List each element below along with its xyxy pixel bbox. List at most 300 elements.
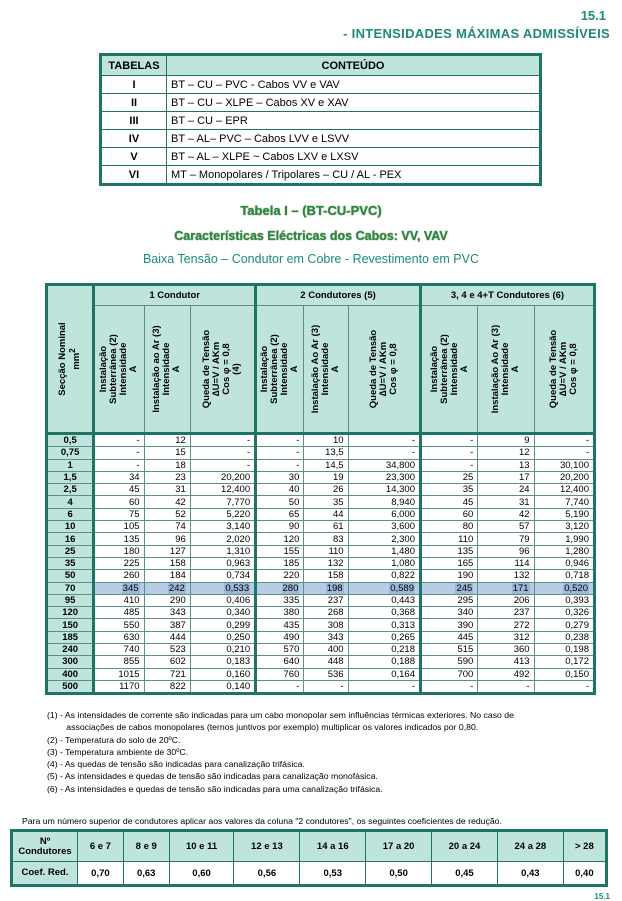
- value-cell: 31: [478, 496, 534, 508]
- value-cell: 435: [256, 619, 304, 631]
- value-cell: 485: [94, 607, 144, 619]
- value-cell: 132: [304, 557, 348, 569]
- value-cell: 1,990: [534, 533, 594, 545]
- value-cell: 5,190: [534, 508, 594, 520]
- value-cell: 1,310: [190, 545, 255, 557]
- value-cell: 96: [478, 545, 534, 557]
- value-cell: 410: [94, 594, 144, 606]
- section-nominal-header: Secção Nominal $mm^2$: [47, 285, 94, 434]
- coefficient-cell: 0,40: [563, 862, 606, 886]
- value-cell: 360: [478, 644, 534, 656]
- coefficient-cell: 0,53: [300, 862, 366, 886]
- section-cell: 120: [47, 607, 94, 619]
- value-cell: 60: [420, 508, 477, 520]
- value-cell: -: [190, 434, 255, 447]
- value-cell: 855: [94, 656, 144, 668]
- value-cell: 295: [420, 594, 477, 606]
- value-cell: 0,279: [534, 619, 594, 631]
- value-cell: 0,188: [348, 656, 420, 668]
- value-cell: 492: [478, 668, 534, 680]
- value-cell: 550: [94, 619, 144, 631]
- index-content: BT – CU – XLPE – Cabos XV e XAV: [167, 94, 541, 112]
- section-cell: 50: [47, 570, 94, 582]
- index-row: [101, 130, 541, 148]
- value-cell: 721: [144, 668, 190, 680]
- conductor-count-cell: > 28: [563, 831, 606, 862]
- value-cell: 312: [478, 631, 534, 643]
- value-cell: 0,250: [190, 631, 255, 643]
- value-cell: 12,400: [534, 484, 594, 496]
- value-cell: 268: [304, 607, 348, 619]
- value-cell: -: [190, 447, 255, 459]
- value-cell: 0,183: [190, 656, 255, 668]
- section-cell: 16: [47, 533, 94, 545]
- column-header-c1: Instalação Subterrânea (2) Intensidade A: [94, 306, 144, 434]
- note-line: (3) - Temperatura ambiente de 30ºC.: [47, 746, 189, 757]
- conductors-label: Nº Condutores: [12, 831, 78, 862]
- value-cell: -: [348, 434, 420, 447]
- value-cell: 79: [478, 533, 534, 545]
- index-content: MT – Monopolares / Tripolares – CU / AL - PEX: [167, 166, 541, 185]
- page-title: - INTENSIDADES MÁXIMAS ADMISSÍVEIS: [343, 26, 610, 41]
- value-cell: 74: [144, 521, 190, 533]
- group-1-conductor: 1 Condutor: [94, 285, 256, 306]
- conductor-count-cell: 6 e 7: [78, 831, 124, 862]
- value-cell: 536: [304, 668, 348, 680]
- value-cell: 290: [144, 594, 190, 606]
- table-row: [47, 459, 595, 471]
- value-cell: 2,020: [190, 533, 255, 545]
- table-row: [47, 484, 595, 496]
- table-row: [47, 496, 595, 508]
- table-row: [47, 471, 595, 483]
- column-header-c2: Instalação ao Ar (3) Intensidade A: [144, 306, 190, 434]
- value-cell: -: [94, 434, 144, 447]
- value-cell: 515: [420, 644, 477, 656]
- value-cell: 523: [144, 644, 190, 656]
- index-row: [101, 94, 541, 112]
- value-cell: 0,340: [190, 607, 255, 619]
- value-cell: -: [534, 447, 594, 459]
- value-cell: 61: [304, 521, 348, 533]
- value-cell: 18: [144, 459, 190, 471]
- value-cell: 90: [256, 521, 304, 533]
- value-cell: 83: [304, 533, 348, 545]
- value-cell: 6,000: [348, 508, 420, 520]
- coefficient-cell: 0,60: [169, 862, 234, 886]
- value-cell: 23: [144, 471, 190, 483]
- value-cell: 8,940: [348, 496, 420, 508]
- value-cell: 45: [420, 496, 477, 508]
- value-cell: 15: [144, 447, 190, 459]
- value-cell: 35: [304, 496, 348, 508]
- value-cell: 185: [256, 557, 304, 569]
- section-cell: 4: [47, 496, 94, 508]
- section-cell: 400: [47, 668, 94, 680]
- value-cell: 0,160: [190, 668, 255, 680]
- value-cell: 0,393: [534, 594, 594, 606]
- value-cell: -: [420, 434, 477, 447]
- value-cell: 245: [420, 582, 477, 594]
- conductor-count-cell: 8 e 9: [123, 831, 169, 862]
- table-row: [47, 557, 595, 569]
- value-cell: 80: [420, 521, 477, 533]
- value-cell: -: [94, 447, 144, 459]
- conductor-count-cell: 17 a 20: [366, 831, 432, 862]
- value-cell: 0,718: [534, 570, 594, 582]
- value-cell: -: [534, 680, 594, 693]
- index-header-content: CONTEÚDO: [167, 55, 541, 76]
- table-row: [47, 582, 595, 594]
- value-cell: 60: [94, 496, 144, 508]
- value-cell: 0,368: [348, 607, 420, 619]
- column-header-c3: Queda de Tensão ∆U=V / AKm Cos φ = 0,8 (4): [190, 306, 255, 434]
- value-cell: 34: [94, 471, 144, 483]
- index-content: BT – AL– PVC – Cabos LVV e LSVV: [167, 130, 541, 148]
- value-cell: -: [348, 680, 420, 693]
- table-row: [47, 521, 595, 533]
- index-row: [101, 148, 541, 166]
- coefficient-cell: 0,63: [123, 862, 169, 886]
- value-cell: 34,800: [348, 459, 420, 471]
- value-cell: 740: [94, 644, 144, 656]
- value-cell: 17: [478, 471, 534, 483]
- value-cell: 30: [256, 471, 304, 483]
- column-header-c4: Instalação Subterrânea (2) Intensidade A: [256, 306, 304, 434]
- value-cell: 760: [256, 668, 304, 680]
- conductor-count-cell: 24 a 28: [497, 831, 563, 862]
- section-cell: 2,5: [47, 484, 94, 496]
- value-cell: 3,600: [348, 521, 420, 533]
- table-row: [47, 570, 595, 582]
- value-cell: 345: [94, 582, 144, 594]
- value-cell: 0,172: [534, 656, 594, 668]
- value-cell: -: [420, 447, 477, 459]
- value-cell: 24: [478, 484, 534, 496]
- table-row: [47, 447, 595, 459]
- column-header-c7: Instalação Subterrânea (2) Intensidade A: [420, 306, 477, 434]
- value-cell: 220: [256, 570, 304, 582]
- value-cell: 0,150: [534, 668, 594, 680]
- index-code: VI: [101, 166, 167, 185]
- column-header-c6: Queda de Tensão ∆U=V / AKm Cos φ = 0,8: [348, 306, 420, 434]
- value-cell: -: [534, 434, 594, 447]
- value-cell: 340: [420, 607, 477, 619]
- value-cell: 110: [420, 533, 477, 545]
- coefficient-cell: 0,45: [432, 862, 498, 886]
- value-cell: 31: [144, 484, 190, 496]
- section-cell: 35: [47, 557, 94, 569]
- value-cell: 25: [420, 471, 477, 483]
- value-cell: 12: [144, 434, 190, 447]
- value-cell: 444: [144, 631, 190, 643]
- value-cell: 7,740: [534, 496, 594, 508]
- value-cell: 120: [256, 533, 304, 545]
- table-row: [47, 631, 595, 643]
- value-cell: 155: [256, 545, 304, 557]
- column-header-c9: Queda de Tensão ∆U=V / AKm Cos φ = 0,8: [534, 306, 594, 434]
- index-code: III: [101, 112, 167, 130]
- index-content: BT – AL – XLPE ~ Cabos LXV e LXSV: [167, 148, 541, 166]
- coefficient-cell: 0,56: [234, 862, 300, 886]
- value-cell: 7,770: [190, 496, 255, 508]
- value-cell: 1170: [94, 680, 144, 693]
- value-cell: 272: [478, 619, 534, 631]
- footer-page-mark: 15.1: [594, 892, 610, 901]
- value-cell: 0,326: [534, 607, 594, 619]
- value-cell: 335: [256, 594, 304, 606]
- value-cell: 1,080: [348, 557, 420, 569]
- value-cell: 0,218: [348, 644, 420, 656]
- value-cell: 30,100: [534, 459, 594, 471]
- value-cell: 158: [304, 570, 348, 582]
- value-cell: 180: [94, 545, 144, 557]
- value-cell: 52: [144, 508, 190, 520]
- section-cell: 185: [47, 631, 94, 643]
- value-cell: 237: [304, 594, 348, 606]
- reduction-coefficient-table: [10, 829, 608, 887]
- value-cell: 602: [144, 656, 190, 668]
- value-cell: 242: [144, 582, 190, 594]
- value-cell: -: [420, 459, 477, 471]
- value-cell: 135: [94, 533, 144, 545]
- conductor-count-cell: 20 a 24: [432, 831, 498, 862]
- value-cell: 132: [478, 570, 534, 582]
- value-cell: 40: [256, 484, 304, 496]
- value-cell: 1,480: [348, 545, 420, 557]
- group-2-conductors: 2 Condutores (5): [256, 285, 421, 306]
- value-cell: 35: [420, 484, 477, 496]
- conductor-count-cell: 10 e 11: [169, 831, 234, 862]
- table-row: [47, 434, 595, 447]
- table-row: [47, 656, 595, 668]
- table-subtitle: Características Eléctricas dos Cabos: VV, VAV: [174, 229, 448, 243]
- note-line: associações de cabos monopolares (ternos juntivos por exemplo) multiplicar os valores indicados por 0,80.: [47, 722, 479, 733]
- index-row: [101, 112, 541, 130]
- value-cell: 105: [94, 521, 144, 533]
- section-cell: 240: [47, 644, 94, 656]
- value-cell: 12,400: [190, 484, 255, 496]
- value-cell: 260: [94, 570, 144, 582]
- section-cell: 0,5: [47, 434, 94, 447]
- column-header-c5: Instalação Ao Ar (3) Intensidade A: [304, 306, 348, 434]
- index-content: BT – CU – EPR: [167, 112, 541, 130]
- value-cell: 0,443: [348, 594, 420, 606]
- value-cell: 9: [478, 434, 534, 447]
- table-row: [47, 594, 595, 606]
- value-cell: 0,313: [348, 619, 420, 631]
- value-cell: 0,406: [190, 594, 255, 606]
- value-cell: 65: [256, 508, 304, 520]
- note-line: (4) - As quedas de tensão são indicadas para canalização trifásica.: [47, 759, 305, 770]
- value-cell: 387: [144, 619, 190, 631]
- index-row: [101, 166, 541, 185]
- value-cell: 14,300: [348, 484, 420, 496]
- value-cell: 26: [304, 484, 348, 496]
- value-cell: 280: [256, 582, 304, 594]
- value-cell: 0,299: [190, 619, 255, 631]
- index-code: I: [101, 76, 167, 94]
- value-cell: 19: [304, 471, 348, 483]
- value-cell: 2,300: [348, 533, 420, 545]
- reduction-intro: Para um número superior de condutores aplicar aos valores da coluna "2 condutores", os seguintes coeficientes de redução.: [22, 816, 502, 826]
- value-cell: 114: [478, 557, 534, 569]
- section-cell: 95: [47, 594, 94, 606]
- page-number: 15.1: [580, 8, 606, 23]
- coefficient-cell: 0,43: [497, 862, 563, 886]
- table-row: [47, 545, 595, 557]
- value-cell: 75: [94, 508, 144, 520]
- value-cell: 10: [304, 434, 348, 447]
- value-cell: 0,533: [190, 582, 255, 594]
- value-cell: 13,5: [304, 447, 348, 459]
- table-title: Tabela I – (BT-CU-PVC): [240, 203, 382, 218]
- section-cell: 6: [47, 508, 94, 520]
- table-row: [47, 680, 595, 693]
- value-cell: 13: [478, 459, 534, 471]
- value-cell: 380: [256, 607, 304, 619]
- value-cell: 0,265: [348, 631, 420, 643]
- value-cell: 822: [144, 680, 190, 693]
- value-cell: 198: [304, 582, 348, 594]
- table-row: [47, 533, 595, 545]
- value-cell: 0,198: [534, 644, 594, 656]
- coefficient-cell: 0,70: [78, 862, 124, 886]
- section-cell: 10: [47, 521, 94, 533]
- value-cell: -: [256, 447, 304, 459]
- value-cell: 1015: [94, 668, 144, 680]
- value-cell: 390: [420, 619, 477, 631]
- index-row: [101, 76, 541, 94]
- value-cell: 0,963: [190, 557, 255, 569]
- value-cell: 20,200: [534, 471, 594, 483]
- section-cell: 0,75: [47, 447, 94, 459]
- value-cell: 400: [304, 644, 348, 656]
- value-cell: 110: [304, 545, 348, 557]
- value-cell: 12: [478, 447, 534, 459]
- index-code: II: [101, 94, 167, 112]
- value-cell: -: [94, 459, 144, 471]
- value-cell: 206: [478, 594, 534, 606]
- value-cell: 570: [256, 644, 304, 656]
- section-cell: 1,5: [47, 471, 94, 483]
- section-cell: 25: [47, 545, 94, 557]
- value-cell: 0,946: [534, 557, 594, 569]
- index-header-tables: TABELAS: [101, 55, 167, 76]
- value-cell: 44: [304, 508, 348, 520]
- value-cell: 0,140: [190, 680, 255, 693]
- value-cell: 3,120: [534, 521, 594, 533]
- value-cell: 590: [420, 656, 477, 668]
- note-line: (2) - Temperatura do solo de 20ºC.: [47, 734, 181, 745]
- section-cell: 150: [47, 619, 94, 631]
- value-cell: 0,520: [534, 582, 594, 594]
- value-cell: 343: [144, 607, 190, 619]
- table-row: [47, 619, 595, 631]
- value-cell: 127: [144, 545, 190, 557]
- column-header-c8: Instalação Ao Ar (3) Intensidade A: [478, 306, 534, 434]
- note-line: (1) - As intensidades de corrente são indicadas para um cabo monopolar sem influências térmicas exteriores. No caso de: [47, 710, 514, 720]
- value-cell: 96: [144, 533, 190, 545]
- value-cell: -: [256, 680, 304, 693]
- value-cell: 225: [94, 557, 144, 569]
- value-cell: 0,164: [348, 668, 420, 680]
- value-cell: 135: [420, 545, 477, 557]
- index-table: [99, 53, 542, 186]
- value-cell: -: [478, 680, 534, 693]
- value-cell: 158: [144, 557, 190, 569]
- value-cell: 0,734: [190, 570, 255, 582]
- value-cell: 5,220: [190, 508, 255, 520]
- value-cell: 0,238: [534, 631, 594, 643]
- table-row: [47, 607, 595, 619]
- value-cell: 14,5: [304, 459, 348, 471]
- value-cell: 190: [420, 570, 477, 582]
- index-code: V: [101, 148, 167, 166]
- note-line: (6) - As intensidades e quedas de tensão são indicadas para uma canalização trifásica.: [47, 783, 383, 794]
- value-cell: 0,822: [348, 570, 420, 582]
- notes: [47, 709, 587, 795]
- value-cell: 42: [144, 496, 190, 508]
- value-cell: -: [190, 459, 255, 471]
- value-cell: -: [256, 434, 304, 447]
- section-cell: 500: [47, 680, 94, 693]
- cable-characteristics-table: [45, 283, 596, 695]
- section-cell: 70: [47, 582, 94, 594]
- conductor-count-cell: 12 e 13: [234, 831, 300, 862]
- value-cell: -: [304, 680, 348, 693]
- value-cell: 640: [256, 656, 304, 668]
- value-cell: 184: [144, 570, 190, 582]
- value-cell: 0,210: [190, 644, 255, 656]
- value-cell: 490: [256, 631, 304, 643]
- value-cell: 445: [420, 631, 477, 643]
- note-line: (5) - As intensidades e quedas de tensão são indicadas para canalização monofásica.: [47, 771, 378, 782]
- index-content: BT – CU – PVC - Cabos VV e VAV: [167, 76, 541, 94]
- value-cell: -: [256, 459, 304, 471]
- value-cell: 165: [420, 557, 477, 569]
- value-cell: 630: [94, 631, 144, 643]
- table-row: [47, 508, 595, 520]
- section-cell: 300: [47, 656, 94, 668]
- value-cell: 20,200: [190, 471, 255, 483]
- group-3-4-conductors: 3, 4 e 4+T Condutores (6): [420, 285, 594, 306]
- value-cell: -: [420, 680, 477, 693]
- value-cell: 1,280: [534, 545, 594, 557]
- value-cell: 343: [304, 631, 348, 643]
- index-table-header: [101, 55, 541, 76]
- value-cell: 700: [420, 668, 477, 680]
- conductor-count-cell: 14 a 16: [300, 831, 366, 862]
- value-cell: 237: [478, 607, 534, 619]
- table-caption: Baixa Tensão – Condutor em Cobre - Revestimento em PVC: [142, 252, 480, 266]
- coefficient-cell: 0,50: [366, 862, 432, 886]
- coef-label: Coef. Red.: [12, 862, 78, 886]
- value-cell: 0,589: [348, 582, 420, 594]
- value-cell: 23,300: [348, 471, 420, 483]
- index-code: IV: [101, 130, 167, 148]
- value-cell: 42: [478, 508, 534, 520]
- table-row: [47, 668, 595, 680]
- value-cell: 50: [256, 496, 304, 508]
- section-cell: 1: [47, 459, 94, 471]
- table-row: [47, 644, 595, 656]
- value-cell: 171: [478, 582, 534, 594]
- value-cell: -: [348, 447, 420, 459]
- value-cell: 57: [478, 521, 534, 533]
- value-cell: 3,140: [190, 521, 255, 533]
- value-cell: 308: [304, 619, 348, 631]
